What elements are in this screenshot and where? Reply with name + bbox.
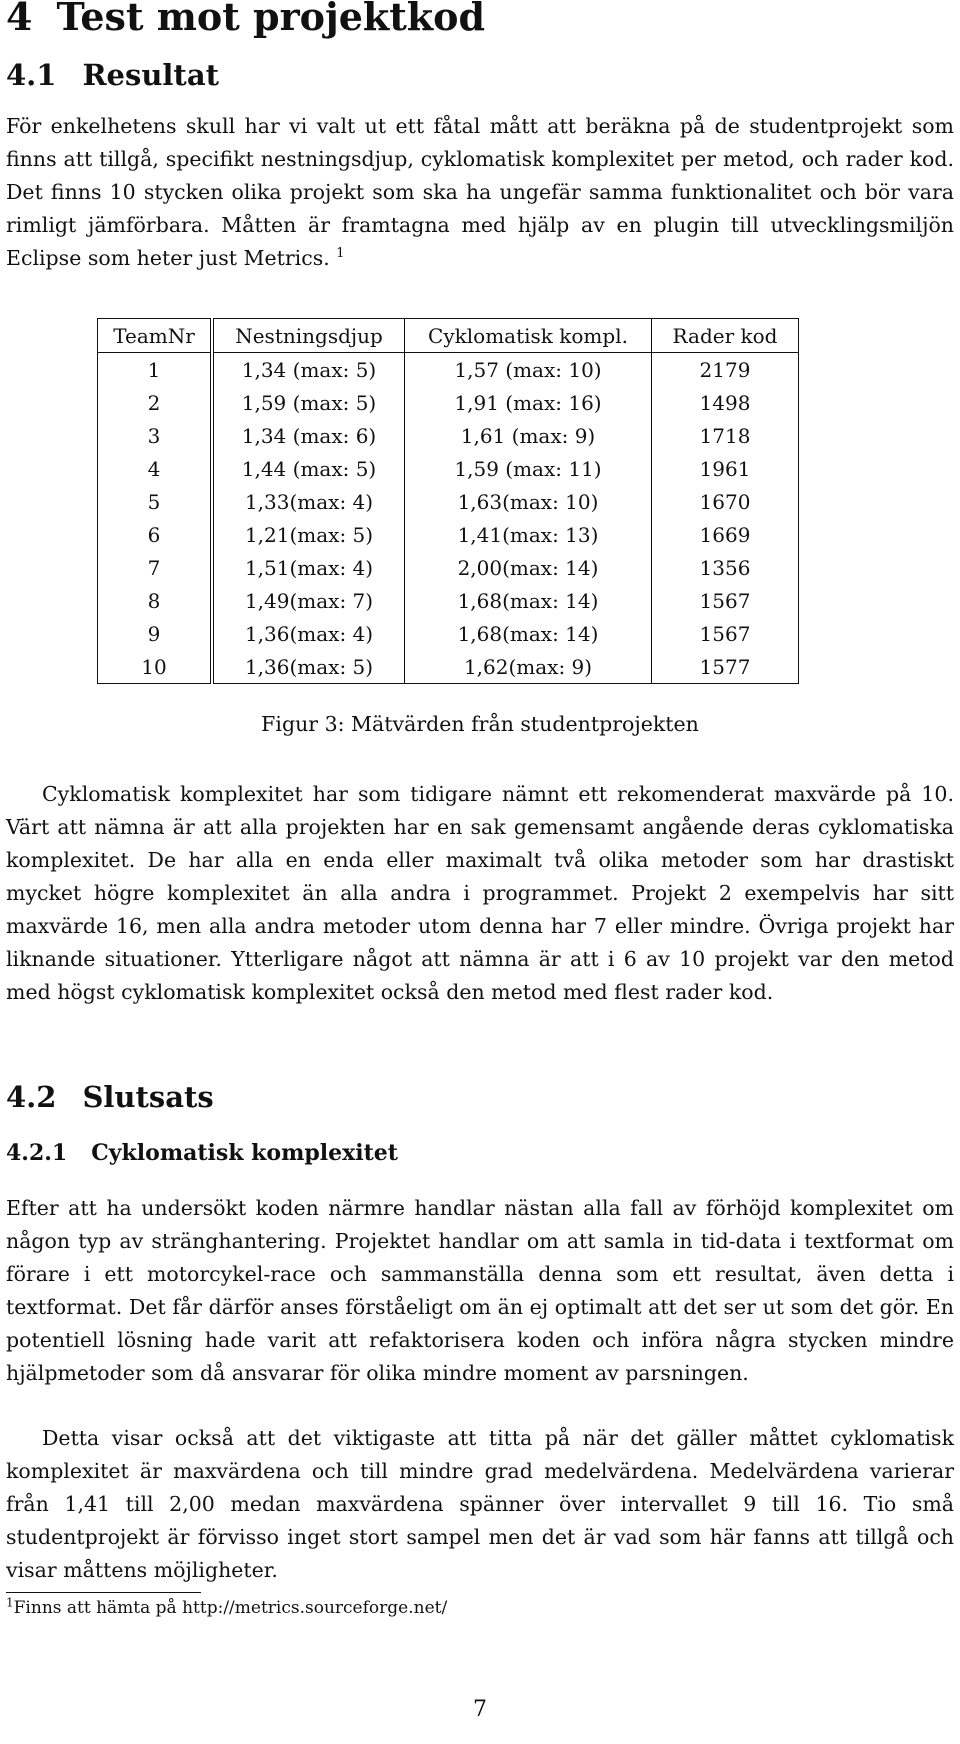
footnote	[6, 1595, 448, 1618]
cell-cyclomatic: 1,68(max: 14)	[405, 617, 652, 650]
cell-nesting: 1,34 (max: 6)	[212, 419, 405, 452]
cell-teamnr: 1	[98, 353, 213, 387]
cell-loc: 1567	[652, 617, 799, 650]
cell-nesting: 1,44 (max: 5)	[212, 452, 405, 485]
footnote-rule	[6, 1592, 201, 1593]
table-row	[98, 485, 799, 518]
cell-nesting: 1,36(max: 5)	[212, 650, 405, 684]
cell-cyclomatic: 1,63(max: 10)	[405, 485, 652, 518]
subsection-number: 4.1	[6, 58, 57, 92]
subsection-number: 4.2	[6, 1080, 57, 1114]
cell-teamnr: 9	[98, 617, 213, 650]
header-rader-kod: Rader kod	[652, 319, 799, 353]
subsubsection-number: 4.2.1	[6, 1140, 68, 1166]
cell-cyclomatic: 1,91 (max: 16)	[405, 386, 652, 419]
page-number: 7	[473, 1697, 487, 1722]
intro-text: För enkelhetens skull har vi valt ut ett fåtal mått att beräkna på de studentprojekt som finns att tillgå, specifikt nestningsdjup, cyklomatisk komplexitet per metod, och rader kod. Det finns 10 stycken olika projekt som ska ha ungefär samma funktionalitet och bör vara rimligt jämförbara. Måtten är framtagna med hjälp av en plugin till utvecklingsmiljön Eclipse som heter just Metrics.	[6, 114, 954, 270]
analysis-paragraph: Cyklomatisk komplexitet har som tidigare nämnt ett rekomenderat maxvärde på 10. Värt att nämna är att alla projekten har en sak gemensamt angående deras cyklomatiska komplexitet. De har alla en enda eller maximalt två olika metoder som har drastiskt mycket högre komplexitet än alla andra i programmet. Projekt 2 exempelvis har sitt maxvärde 16, men alla andra metoder utom denna har 7 eller mindre. Övriga projekt har liknande situationer. Ytterligare något att nämna är att i 6 av 10 projekt var den metod med högst cyklomatisk komplexitet också den metod med flest rader kod.	[6, 782, 954, 1004]
header-teamnr: TeamNr	[98, 319, 213, 353]
subsection-title: Slutsats	[82, 1080, 214, 1114]
cell-loc: 1961	[652, 452, 799, 485]
cell-teamnr: 8	[98, 584, 213, 617]
cell-loc: 1670	[652, 485, 799, 518]
intro-paragraph	[6, 110, 954, 275]
table-row	[98, 386, 799, 419]
cell-teamnr: 6	[98, 518, 213, 551]
cell-cyclomatic: 1,41(max: 13)	[405, 518, 652, 551]
cell-cyclomatic: 1,57 (max: 10)	[405, 353, 652, 387]
footnote-mark: 1	[6, 1595, 14, 1610]
cell-nesting: 1,21(max: 5)	[212, 518, 405, 551]
subsection-heading-conclusion	[6, 1080, 214, 1114]
cell-cyclomatic: 1,68(max: 14)	[405, 584, 652, 617]
table-row	[98, 551, 799, 584]
footnote-reference: 1	[336, 246, 345, 262]
cell-loc: 2179	[652, 353, 799, 387]
cell-cyclomatic: 2,00(max: 14)	[405, 551, 652, 584]
footnote-text: Finns att hämta på http://metrics.sourceforge.net/	[13, 1598, 448, 1618]
cell-loc: 1669	[652, 518, 799, 551]
table-row	[98, 518, 799, 551]
section-heading	[6, 0, 485, 39]
subsection-heading-results	[6, 58, 219, 92]
cell-cyclomatic: 1,59 (max: 11)	[405, 452, 652, 485]
table-row	[98, 617, 799, 650]
conclusion-paragraph-1: Efter att ha undersökt koden närmre handlar nästan alla fall av förhöjd komplexitet om någon typ av stränghantering. Projektet handlar om att samla in tid-data i textformat om förare i ett motorcykel-race och sammanställa denna som ett resultat, även detta i textformat. Det får därför anses förståeligt om än ej optimalt att det ser ut som det gör. En potentiell lösning hade varit att refaktorisera koden och införa några stycken mindre hjälpmetoder som då ansvarar för olika mindre moment av parsningen.	[6, 1196, 954, 1385]
cell-loc: 1498	[652, 386, 799, 419]
cell-teamnr: 3	[98, 419, 213, 452]
header-nestningsdjup: Nestningsdjup	[212, 319, 405, 353]
cell-teamnr: 5	[98, 485, 213, 518]
cell-teamnr: 4	[98, 452, 213, 485]
cell-nesting: 1,36(max: 4)	[212, 617, 405, 650]
header-cyklomatisk: Cyklomatisk kompl.	[405, 319, 652, 353]
table-row	[98, 353, 799, 387]
table-header-row	[98, 319, 799, 353]
cell-teamnr: 7	[98, 551, 213, 584]
cell-nesting: 1,33(max: 4)	[212, 485, 405, 518]
metrics-table	[97, 318, 799, 684]
table-row	[98, 650, 799, 684]
cell-teamnr: 2	[98, 386, 213, 419]
cell-nesting: 1,51(max: 4)	[212, 551, 405, 584]
subsubsection-title: Cyklomatisk komplexitet	[91, 1140, 398, 1166]
cell-loc: 1567	[652, 584, 799, 617]
cell-loc: 1356	[652, 551, 799, 584]
table-row	[98, 452, 799, 485]
table-row	[98, 584, 799, 617]
subsubsection-heading	[6, 1140, 398, 1166]
cell-loc: 1718	[652, 419, 799, 452]
cell-teamnr: 10	[98, 650, 213, 684]
cell-cyclomatic: 1,62(max: 9)	[405, 650, 652, 684]
section-title: Test mot projektkod	[56, 0, 486, 39]
table-row	[98, 419, 799, 452]
section-number: 4	[6, 0, 33, 39]
conclusion-paragraph-2: Detta visar också att det viktigaste att titta på när det gäller måttet cyklomatisk komplexitet är maxvärdena och till mindre grad medelvärdena. Medelvärdena varierar från 1,41 till 2,00 medan maxvärdena spänner över intervallet 9 till 16. Tio små studentprojekt är förvisso inget stort sampel men det är vad som här fanns att tillgå och visar måttens möjligheter.	[6, 1426, 954, 1582]
cell-loc: 1577	[652, 650, 799, 684]
cell-nesting: 1,49(max: 7)	[212, 584, 405, 617]
cell-nesting: 1,34 (max: 5)	[212, 353, 405, 387]
cell-nesting: 1,59 (max: 5)	[212, 386, 405, 419]
figure-caption: Figur 3: Mätvärden från studentprojekten	[261, 712, 699, 736]
subsection-title: Resultat	[82, 58, 220, 92]
cell-cyclomatic: 1,61 (max: 9)	[405, 419, 652, 452]
